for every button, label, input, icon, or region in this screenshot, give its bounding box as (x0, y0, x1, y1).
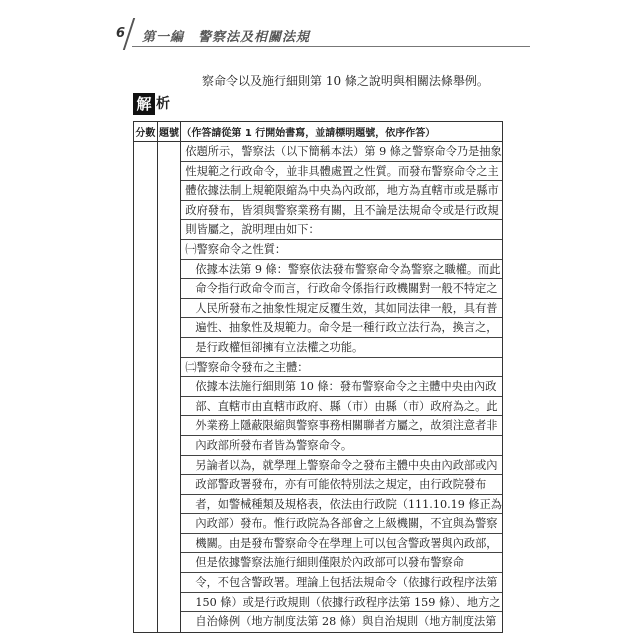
answer-line: 是行政權恒卻擁有立法權之功能。 (181, 338, 502, 358)
chapter-title: 第一編 警察法及相關法規 (142, 30, 311, 45)
answer-line: 命令指行政命令而言，行政命令係指行政機關對一般不特定之 (181, 279, 502, 299)
answer-line: 人民所發布之抽象性規定反覆生效，其如同法律一般，具有普 (181, 299, 502, 319)
answer-instruction: （作答請從第 1 行開始書寫，並請標明題號，依序作答） (181, 122, 503, 142)
answer-line: 外業務上隱蔽限縮與警察事務相關聯者方屬之，故須注意者非 (181, 416, 502, 436)
answer-line: 依據本法第 9 條：警察依法發布警察命令為警察之職權。而此 (181, 260, 502, 280)
answer-line: 性規範之行政命令，並非具體處置之性質。而發布警察命令之主 (181, 162, 502, 182)
answer-line: 另論者以為，就學理上警察命令之發布主體中央由內政部或內 (181, 456, 502, 476)
answer-sheet-header-row (134, 122, 503, 142)
answer-line: 自治條例（地方制度法第 28 條）與自治規則（地方制度法第 (195, 615, 497, 629)
score-column (134, 142, 158, 633)
page-number: 6 (116, 26, 126, 41)
answer-subheading: ㈠警察命令之性質： (181, 240, 502, 260)
answer-line: 遍性、抽象性及規範力。命令是一種行政立法行為，換言之， (181, 318, 502, 338)
running-header (112, 14, 530, 54)
answer-line: 依題所示，警察法（以下簡稱本法）第 9 條之警察命令乃是抽象 (181, 142, 502, 162)
analysis-label (133, 93, 170, 115)
answer-line: 政府發布，皆須與警察業務有關，且不論是法規命令或是行政規 (181, 201, 502, 221)
answer-line: 依據本法施行細則第 10 條：發布警察命令之主體中央由內政 (181, 377, 502, 397)
answer-line: 則皆屬之，說明理由如下： (181, 220, 502, 240)
answer-text-area (181, 142, 503, 633)
answer-line: 令，不包含警政署。理論上包括法規命令（依據行政程序法第 (181, 573, 502, 593)
answer-line: 內政部）發布。惟行政院為各部會之上級機關，不宜與為警察 (181, 514, 502, 534)
answer-subheading: ㈡警察命令發布之主體： (181, 358, 502, 378)
answer-line: 政部警政署發布，亦有可能依特別法之規定，由行政院發布 (181, 475, 502, 495)
answer-line: 者，如警械種類及規格表，依法由行政院（111.10.19 修正為 (181, 495, 502, 515)
intro-line: 察命令以及施行細則第 10 條之說明與相關法條舉例。 (202, 74, 489, 88)
analysis-label-boxed: 解 (133, 93, 155, 115)
analysis-label-rest: 析 (156, 96, 170, 112)
answer-line: 內政部所發布者皆為警察命令。 (181, 436, 502, 456)
answer-line: 機關。由是發布警察命令在學理上可以包含警政署與內政部， (181, 534, 502, 554)
answer-body-row (134, 142, 503, 633)
answer-line: 部、直轄市由直轄市政府、縣（市）由縣（市）政府為之。此 (181, 397, 502, 417)
answer-sheet-table (133, 121, 503, 633)
header-rule (132, 46, 530, 47)
answer-line: 150 條）或是行政規則（依據行政程序法第 159 條）、地方之 (181, 593, 502, 613)
answer-line: 體依據法制上規範限縮為中央為內政部，地方為直轄市或是縣市 (181, 181, 502, 201)
score-column-header: 分數 (134, 122, 158, 142)
question-number-column-header: 題號 (157, 122, 181, 142)
answer-line: 但是依據警察法施行細則僅限於內政部可以發布警察命 (181, 553, 502, 573)
question-number-column (157, 142, 181, 633)
